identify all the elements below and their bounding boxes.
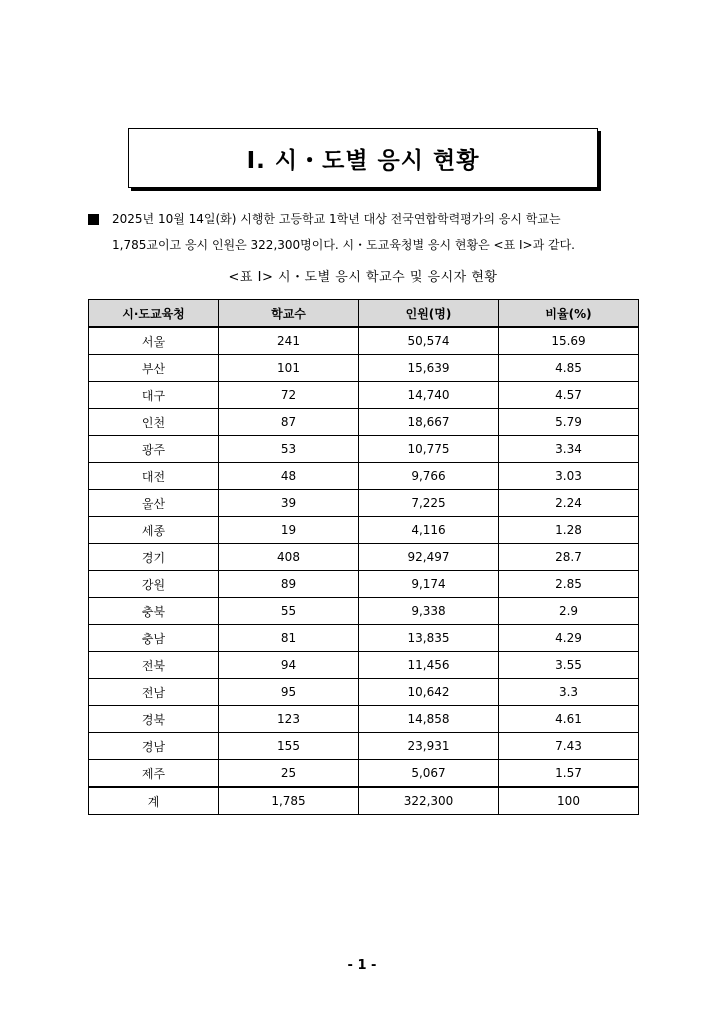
cell-school-count: 95 [219, 679, 359, 706]
cell-region: 전북 [89, 652, 219, 679]
cell-total-school-count: 1,785 [219, 787, 359, 815]
cell-region: 대전 [89, 463, 219, 490]
cell-region: 울산 [89, 490, 219, 517]
cell-participants: 10,642 [359, 679, 499, 706]
table-row [89, 679, 639, 706]
table-row [89, 625, 639, 652]
table-row [89, 382, 639, 409]
table-row [89, 706, 639, 733]
header-region: 시·도교육청 [89, 300, 219, 328]
intro-line-1 [88, 206, 648, 232]
cell-participants: 23,931 [359, 733, 499, 760]
cell-ratio: 2.85 [499, 571, 639, 598]
table-row [89, 652, 639, 679]
table-row [89, 463, 639, 490]
table-row [89, 436, 639, 463]
cell-region: 전남 [89, 679, 219, 706]
intro-text-1: 2025년 10월 14일(화) 시행한 고등학교 1학년 대상 전국연합학력평가의 응시 학교는 [112, 212, 561, 226]
cell-participants: 9,338 [359, 598, 499, 625]
cell-ratio: 4.57 [499, 382, 639, 409]
cell-ratio: 7.43 [499, 733, 639, 760]
cell-total-ratio: 100 [499, 787, 639, 815]
cell-ratio: 5.79 [499, 409, 639, 436]
cell-participants: 92,497 [359, 544, 499, 571]
table-row [89, 355, 639, 382]
cell-ratio: 4.85 [499, 355, 639, 382]
cell-participants: 9,766 [359, 463, 499, 490]
cell-participants: 50,574 [359, 327, 499, 355]
cell-school-count: 123 [219, 706, 359, 733]
cell-region: 부산 [89, 355, 219, 382]
cell-participants: 9,174 [359, 571, 499, 598]
intro-line-2: 1,785교이고 응시 인원은 322,300명이다. 시・도교육청별 응시 현황은 <표 Ⅰ>과 같다. [112, 238, 575, 252]
cell-region: 제주 [89, 760, 219, 788]
table-row [89, 598, 639, 625]
cell-region: 대구 [89, 382, 219, 409]
cell-region: 인천 [89, 409, 219, 436]
cell-region: 경남 [89, 733, 219, 760]
cell-school-count: 48 [219, 463, 359, 490]
cell-ratio: 3.55 [499, 652, 639, 679]
header-ratio: 비율(%) [499, 300, 639, 328]
table-row [89, 409, 639, 436]
cell-school-count: 89 [219, 571, 359, 598]
cell-region: 광주 [89, 436, 219, 463]
table-row [89, 490, 639, 517]
cell-ratio: 3.03 [499, 463, 639, 490]
cell-school-count: 87 [219, 409, 359, 436]
cell-region: 경기 [89, 544, 219, 571]
cell-participants: 11,456 [359, 652, 499, 679]
cell-school-count: 408 [219, 544, 359, 571]
cell-participants: 10,775 [359, 436, 499, 463]
cell-school-count: 241 [219, 327, 359, 355]
cell-ratio: 3.3 [499, 679, 639, 706]
section-title: I. 시・도별 응시 현황 [246, 147, 480, 174]
cell-ratio: 28.7 [499, 544, 639, 571]
cell-participants: 14,858 [359, 706, 499, 733]
cell-school-count: 72 [219, 382, 359, 409]
cell-participants: 14,740 [359, 382, 499, 409]
participation-table [88, 299, 639, 815]
cell-ratio: 1.28 [499, 517, 639, 544]
cell-ratio: 2.9 [499, 598, 639, 625]
cell-school-count: 155 [219, 733, 359, 760]
table-row [89, 733, 639, 760]
cell-ratio: 15.69 [499, 327, 639, 355]
section-title-box [128, 128, 598, 188]
cell-region: 서울 [89, 327, 219, 355]
table-row [89, 517, 639, 544]
page-number: - 1 - [347, 958, 377, 973]
intro-paragraph [88, 206, 648, 258]
table-total-row [89, 787, 639, 815]
cell-participants: 7,225 [359, 490, 499, 517]
cell-ratio: 4.61 [499, 706, 639, 733]
cell-ratio: 2.24 [499, 490, 639, 517]
cell-school-count: 39 [219, 490, 359, 517]
header-participants: 인원(명) [359, 300, 499, 328]
cell-school-count: 81 [219, 625, 359, 652]
table-caption: <표 Ⅰ> 시・도별 응시 학교수 및 응시자 현황 [228, 270, 498, 285]
table-row [89, 327, 639, 355]
cell-participants: 18,667 [359, 409, 499, 436]
cell-school-count: 94 [219, 652, 359, 679]
cell-participants: 15,639 [359, 355, 499, 382]
cell-ratio: 3.34 [499, 436, 639, 463]
cell-region: 세종 [89, 517, 219, 544]
cell-ratio: 4.29 [499, 625, 639, 652]
table-row [89, 760, 639, 788]
cell-region: 충남 [89, 625, 219, 652]
table-header-row [89, 300, 639, 328]
table-row [89, 571, 639, 598]
cell-participants: 5,067 [359, 760, 499, 788]
cell-school-count: 19 [219, 517, 359, 544]
cell-ratio: 1.57 [499, 760, 639, 788]
cell-region: 충북 [89, 598, 219, 625]
cell-school-count: 53 [219, 436, 359, 463]
square-bullet-icon [88, 214, 99, 225]
cell-region: 경북 [89, 706, 219, 733]
table-row [89, 544, 639, 571]
cell-school-count: 101 [219, 355, 359, 382]
cell-total-participants: 322,300 [359, 787, 499, 815]
header-school-count: 학교수 [219, 300, 359, 328]
cell-participants: 4,116 [359, 517, 499, 544]
cell-school-count: 25 [219, 760, 359, 788]
cell-school-count: 55 [219, 598, 359, 625]
cell-total-label: 계 [89, 787, 219, 815]
cell-participants: 13,835 [359, 625, 499, 652]
cell-region: 강원 [89, 571, 219, 598]
